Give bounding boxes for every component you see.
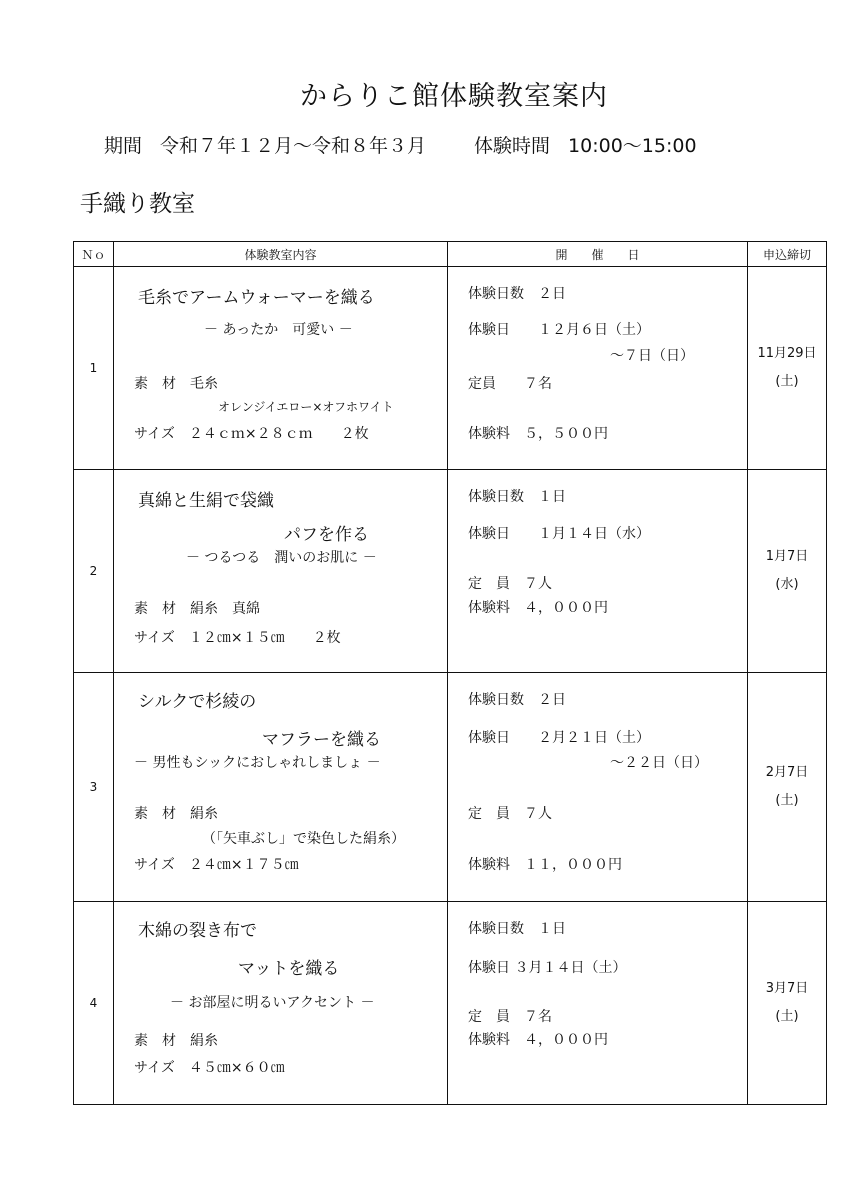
dates-cell [448,902,748,1105]
time-value: 10:00～15:00 [568,135,697,157]
class-date: 体験日 １２月６日（土） [468,322,650,338]
class-catchphrase: － あったか 可愛い － [204,322,353,338]
row-number: 3 [74,673,114,902]
table-row [74,470,827,673]
fee: 体験料 ４，０００円 [468,600,608,616]
capacity: 定 員 ７名 [468,1009,552,1025]
deadline-day: (土) [775,374,799,389]
period-label: 期間 [104,135,143,157]
class-date-end: ～７日（日） [610,348,694,364]
class-title-continued: パフを作る [284,525,369,545]
table-row [74,902,827,1105]
fee: 体験料 １１，０００円 [468,857,622,873]
deadline-date: 11月29日 [757,346,817,361]
table-row [74,267,827,470]
size: サイズ ４５㎝×６０㎝ [134,1060,285,1076]
header-dates: 開 催 日 [448,242,748,267]
table-row [74,673,827,902]
period-value: 令和７年１２月～令和８年３月 [160,135,427,157]
class-schedule-table [73,241,827,1105]
row-number: 2 [74,470,114,673]
material: 素 材 絹糸 真綿 [134,601,260,617]
deadline-date: 3月7日 [765,981,809,996]
content-cell [114,470,448,673]
class-catchphrase: － 男性もシックにおしゃれしましょ － [134,755,381,771]
size: サイズ ２４㎝×１７５㎝ [134,857,299,873]
material: 素 材 毛糸 [134,376,218,392]
material-detail: オレンジイエロー×オフホワイト [218,400,394,414]
period-info [104,131,697,158]
fee: 体験料 ５，５００円 [468,426,608,442]
row-number: 1 [74,267,114,470]
material: 素 材 絹糸 [134,1033,218,1049]
capacity: 定 員 ７人 [468,806,552,822]
deadline-day: (水) [775,577,799,592]
class-title-continued: マフラーを織る [262,730,381,750]
material: 素 材 絹糸 [134,806,218,822]
class-date: 体験日 １月１４日（水） [468,526,650,542]
class-catchphrase: － お部屋に明るいアクセント － [170,995,375,1011]
deadline-day: (土) [775,793,799,808]
page-title: からりこ館体験教室案内 [300,81,608,112]
deadline-day: (土) [775,1009,799,1024]
material-detail: （「矢車ぶし」で染色した絹糸） [202,831,405,847]
days-count: 体験日数 １日 [468,489,566,505]
time-label: 体験時間 [474,135,551,157]
deadline-cell [748,902,827,1105]
section-title: 手織り教室 [80,191,195,217]
size: サイズ １２㎝×１５㎝ ２枚 [134,630,341,646]
class-title-continued: マットを織る [238,959,340,979]
content-cell [114,902,448,1105]
row-number: 4 [74,902,114,1105]
dates-cell [448,267,748,470]
fee: 体験料 ４，０００円 [468,1032,608,1048]
class-title: 毛糸でアームウォーマーを織る [138,288,375,308]
header-no: Ｎｏ [74,242,114,267]
table-header-row [74,242,827,267]
header-content: 体験教室内容 [114,242,448,267]
dates-cell [448,673,748,902]
header-deadline: 申込締切 [748,242,827,267]
class-title: シルクで杉綾の [138,692,257,712]
class-date-end: ～２２日（日） [610,755,708,771]
size: サイズ ２４ｃｍ×２８ｃｍ ２枚 [134,426,369,442]
deadline-date: 2月7日 [765,765,809,780]
class-date: 体験日 ３月１４日（土） [468,960,627,976]
days-count: 体験日数 ２日 [468,286,566,302]
deadline-date: 1月7日 [765,549,809,564]
deadline-cell [748,673,827,902]
class-catchphrase: － つるつる 潤いのお肌に － [186,550,377,566]
content-cell [114,267,448,470]
days-count: 体験日数 １日 [468,921,566,937]
deadline-cell [748,267,827,470]
class-title: 真綿と生絹で袋織 [138,491,274,511]
content-cell [114,673,448,902]
class-date: 体験日 ２月２１日（土） [468,730,650,746]
capacity: 定員 ７名 [468,376,552,392]
days-count: 体験日数 ２日 [468,692,566,708]
deadline-cell [748,470,827,673]
class-title: 木綿の裂き布で [138,921,257,941]
capacity: 定 員 ７人 [468,576,552,592]
dates-cell [448,470,748,673]
